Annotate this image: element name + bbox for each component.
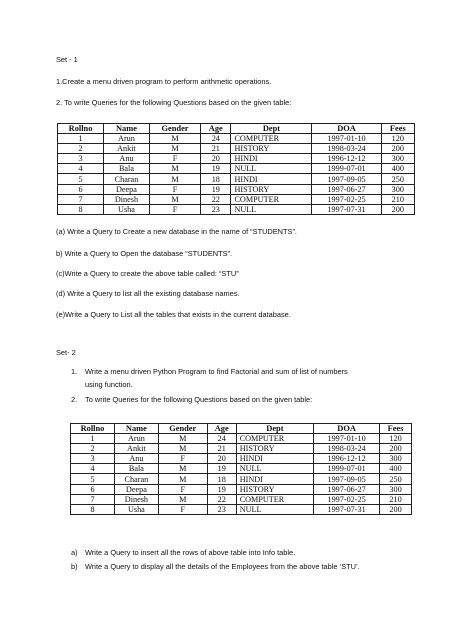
- table-cell: 200: [380, 504, 412, 514]
- table-cell: 210: [380, 494, 412, 504]
- set2-q2-text: To write Queries for the following Questions based on the given table:: [85, 395, 313, 404]
- table-row: [58, 204, 415, 214]
- table-cell: F: [149, 204, 200, 214]
- table-cell: F: [149, 184, 200, 194]
- table-cell: 1997-09-05: [314, 474, 380, 484]
- table-cell: 20: [207, 454, 236, 464]
- set1-question-2: 2. To write Queries for the following Questions based on the given table:: [56, 98, 292, 107]
- table-header-row: [58, 124, 415, 134]
- table-cell: 19: [201, 184, 231, 194]
- table-cell: HISTORY: [236, 484, 313, 494]
- table-cell: 120: [381, 134, 414, 144]
- table-cell: 3: [71, 454, 115, 464]
- table-cell: 1997-02-25: [312, 194, 381, 204]
- column-header: Gender: [158, 424, 207, 434]
- table-cell: HISTORY: [231, 184, 312, 194]
- table-cell: 250: [380, 474, 412, 484]
- table-cell: 5: [71, 474, 115, 484]
- table-cell: HINDI: [236, 454, 313, 464]
- table-row: [58, 164, 415, 174]
- table-cell: 21: [201, 144, 231, 154]
- table-cell: 18: [207, 474, 236, 484]
- table-row: [71, 444, 412, 454]
- table-row: [71, 454, 412, 464]
- table-cell: 5: [58, 174, 104, 184]
- table-cell: M: [158, 434, 207, 444]
- table-cell: 4: [58, 164, 104, 174]
- table-cell: Anu: [104, 154, 150, 164]
- table-header-row: [71, 424, 412, 434]
- table-cell: 300: [381, 154, 414, 164]
- table-cell: HISTORY: [231, 144, 312, 154]
- table-row: [58, 144, 415, 154]
- table-cell: M: [149, 194, 200, 204]
- set1-part-b: b) Write a Query to Open the database “STUDENTS”.: [56, 249, 233, 258]
- table-cell: Bala: [104, 164, 150, 174]
- column-header: DOA: [312, 124, 381, 134]
- set1-part-c: (c)Write a Query to create the above table called: “STU”: [56, 269, 239, 278]
- table-cell: 300: [381, 184, 414, 194]
- column-header: Dept: [231, 124, 312, 134]
- table-cell: Bala: [114, 464, 158, 474]
- table-cell: 21: [207, 444, 236, 454]
- table-cell: 120: [380, 434, 412, 444]
- table-cell: Dinesh: [104, 194, 150, 204]
- table-cell: 1997-02-25: [314, 494, 380, 504]
- table-cell: M: [158, 494, 207, 504]
- table-cell: Anu: [114, 454, 158, 464]
- set2-q1-text-line2: using function.: [85, 380, 133, 389]
- column-header: Fees: [380, 424, 412, 434]
- table-cell: 1997-01-10: [312, 134, 381, 144]
- column-header: Name: [114, 424, 158, 434]
- table-row: [58, 194, 415, 204]
- table-cell: 2: [71, 444, 115, 454]
- column-header: Gender: [149, 124, 200, 134]
- set2-q1-text-line1: Write a menu driven Python Program to find Factorial and sum of list of numbers: [85, 367, 348, 376]
- table-cell: NULL: [231, 204, 312, 214]
- table-cell: Charan: [114, 474, 158, 484]
- table-cell: HINDI: [236, 474, 313, 484]
- table-cell: 1: [58, 134, 104, 144]
- table-cell: M: [149, 174, 200, 184]
- table-cell: Ankit: [104, 144, 150, 154]
- table-cell: 1: [71, 434, 115, 444]
- table-cell: 1997-09-05: [312, 174, 381, 184]
- column-header: Dept: [236, 424, 313, 434]
- table-cell: M: [158, 464, 207, 474]
- set1-part-d: (d) Write a Query to list all the existing database names.: [56, 289, 240, 298]
- table-cell: M: [149, 134, 200, 144]
- students-table-set2: [70, 423, 412, 515]
- table-cell: 7: [58, 194, 104, 204]
- table-row: [58, 174, 415, 184]
- table-cell: 1996-12-12: [312, 154, 381, 164]
- table-cell: 400: [380, 464, 412, 474]
- table-cell: 3: [58, 154, 104, 164]
- table-cell: 23: [207, 504, 236, 514]
- table-cell: 20: [201, 154, 231, 164]
- table-cell: NULL: [231, 164, 312, 174]
- table-cell: COMPUTER: [231, 134, 312, 144]
- column-header: Age: [207, 424, 236, 434]
- table-cell: 1997-07-31: [312, 204, 381, 214]
- table-cell: F: [158, 504, 207, 514]
- column-header: Fees: [381, 124, 414, 134]
- table-row: [58, 154, 415, 164]
- table-row: [71, 504, 412, 514]
- table-cell: Dinesh: [114, 494, 158, 504]
- table-cell: HINDI: [231, 154, 312, 164]
- table-cell: 19: [207, 484, 236, 494]
- students-table-set1: [57, 123, 415, 215]
- table-cell: 1999-07-01: [314, 464, 380, 474]
- table-cell: Deepa: [104, 184, 150, 194]
- table-cell: 1997-06-27: [312, 184, 381, 194]
- table-cell: 200: [380, 444, 412, 454]
- table-cell: Arun: [114, 434, 158, 444]
- table-cell: NULL: [236, 504, 313, 514]
- set2-part-b-text: Write a Query to display all the details of the Employees from the above table ‘STU’.: [85, 562, 360, 571]
- table-cell: COMPUTER: [231, 194, 312, 204]
- table-cell: 4: [71, 464, 115, 474]
- set1-heading: Set - 1: [56, 55, 78, 64]
- table-cell: 19: [207, 464, 236, 474]
- table-row: [71, 474, 412, 484]
- table-row: [58, 184, 415, 194]
- table-cell: NULL: [236, 464, 313, 474]
- set2-q2-number: 2.: [71, 395, 78, 404]
- column-header: DOA: [314, 424, 380, 434]
- set2-q1-number: 1.: [71, 367, 78, 376]
- column-header: Age: [201, 124, 231, 134]
- table-cell: 8: [58, 204, 104, 214]
- table-cell: M: [149, 164, 200, 174]
- table-cell: 19: [201, 164, 231, 174]
- set2-heading: Set- 2: [56, 348, 76, 357]
- column-header: Rollno: [58, 124, 104, 134]
- table-cell: Usha: [104, 204, 150, 214]
- set2-part-b-label: b): [71, 562, 78, 571]
- table-cell: 1999-07-01: [312, 164, 381, 174]
- table-cell: 22: [207, 494, 236, 504]
- table-cell: HISTORY: [236, 444, 313, 454]
- table-cell: 2: [58, 144, 104, 154]
- table-cell: 1997-01-10: [314, 434, 380, 444]
- table-cell: 1998-03-24: [314, 444, 380, 454]
- table-cell: Usha: [114, 504, 158, 514]
- set2-part-a-label: a): [71, 548, 78, 557]
- table-cell: 22: [201, 194, 231, 204]
- table-cell: 1996-12-12: [314, 454, 380, 464]
- table-cell: 400: [381, 164, 414, 174]
- table-cell: 1998-03-24: [312, 144, 381, 154]
- set1-part-a: (a) Write a Query to Create a new database in the name of “STUDENTS”.: [56, 227, 297, 236]
- table-cell: 23: [201, 204, 231, 214]
- set1-part-e: (e)Write a Query to List all the tables that exists in the current database.: [56, 310, 291, 319]
- set2-part-b: [71, 563, 360, 572]
- table-cell: 6: [58, 184, 104, 194]
- table-cell: 300: [380, 484, 412, 494]
- table-cell: 250: [381, 174, 414, 184]
- table-cell: F: [158, 484, 207, 494]
- table-cell: 7: [71, 494, 115, 504]
- table-cell: COMPUTER: [236, 434, 313, 444]
- table-cell: M: [158, 444, 207, 454]
- table-row: [58, 134, 415, 144]
- table-cell: M: [158, 474, 207, 484]
- table-cell: 1997-07-31: [314, 504, 380, 514]
- table-row: [71, 494, 412, 504]
- table-cell: Arun: [104, 134, 150, 144]
- table-row: [71, 434, 412, 444]
- table-cell: 200: [381, 144, 414, 154]
- table-cell: F: [149, 154, 200, 164]
- table-cell: 210: [381, 194, 414, 204]
- column-header: Name: [104, 124, 150, 134]
- set2-question-2: [71, 396, 312, 405]
- table-cell: 6: [71, 484, 115, 494]
- table-cell: M: [149, 144, 200, 154]
- set1-question-1: 1.Create a menu driven program to perform arithmetic operations.: [56, 77, 272, 86]
- table-cell: 1997-06-27: [314, 484, 380, 494]
- table-cell: 18: [201, 174, 231, 184]
- table-cell: HINDI: [231, 174, 312, 184]
- table-cell: 8: [71, 504, 115, 514]
- column-header: Rollno: [71, 424, 115, 434]
- table-cell: 200: [381, 204, 414, 214]
- table-row: [71, 484, 412, 494]
- table-cell: COMPUTER: [236, 494, 313, 504]
- set2-part-a-text: Write a Query to insert all the rows of above table into Info table.: [85, 548, 296, 557]
- set2-part-a: [71, 549, 295, 558]
- table-cell: Charan: [104, 174, 150, 184]
- table-cell: F: [158, 454, 207, 464]
- table-cell: 24: [201, 134, 231, 144]
- set2-question-1: [71, 368, 348, 377]
- table-row: [71, 464, 412, 474]
- table-cell: Ankit: [114, 444, 158, 454]
- table-cell: Deepa: [114, 484, 158, 494]
- table-cell: 300: [380, 454, 412, 464]
- table-cell: 24: [207, 434, 236, 444]
